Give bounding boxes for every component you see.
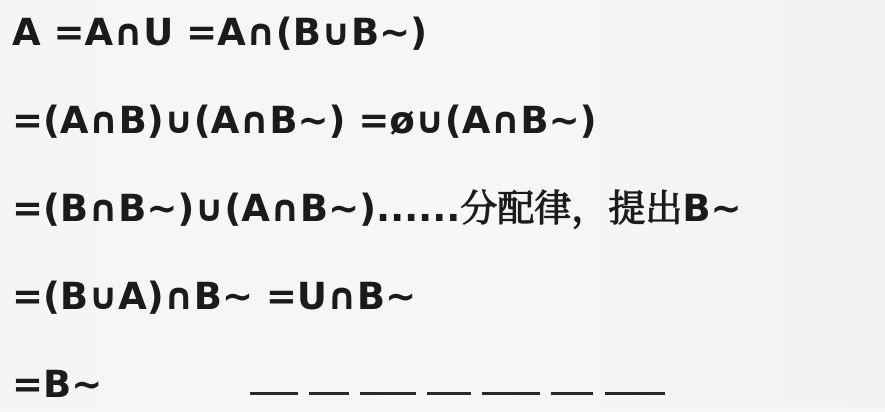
cropped-next-line <box>250 392 885 412</box>
equation-line-3: =(B∩B~)∪(A∩B~)......分配律，提出B~ <box>12 187 742 230</box>
equation-line-4: =(B∪A)∩B~ =U∩B~ <box>12 275 417 318</box>
equation-line-2: =(A∩B)∪(A∩B~) =ø∪(A∩B~) <box>12 99 597 142</box>
equation-line-5: =B~ <box>12 363 103 406</box>
equation-line-1: A =A∩U =A∩(B∪B~) <box>12 11 428 54</box>
